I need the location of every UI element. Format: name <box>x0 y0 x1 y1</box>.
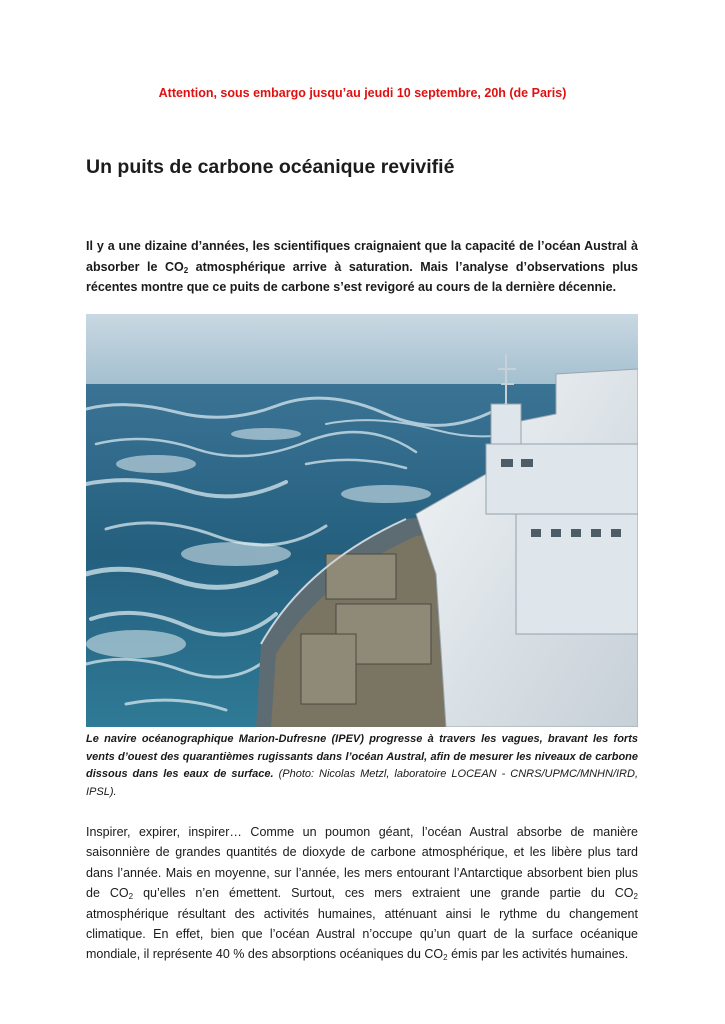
body-subscript-3: 2 <box>443 953 448 963</box>
ship-in-waves-illustration <box>86 314 638 727</box>
body-paragraph <box>86 822 638 965</box>
ship-photo <box>86 314 638 727</box>
lead-text-1: Il y a une dizaine d’années, les scientifiques craignaient que la capacité de l’océan Austral à absorber le CO <box>86 239 638 274</box>
embargo-notice: Attention, sous embargo jusqu’au jeudi 10 septembre, 20h (de Paris) <box>158 86 567 100</box>
body-text-4: émis par les activités humaines. <box>447 947 629 962</box>
body-text-2: qu’elles n’en émettent. Surtout, ces mers extraient une grande partie du CO <box>133 886 634 901</box>
body-subscript-2: 2 <box>633 892 638 902</box>
photo-credit: (Photo: Nicolas Metzl, laboratoire LOCEAN - CNRS/UPMC/MNHN/IRD, IPSL). <box>86 768 638 798</box>
body-text-3: atmosphérique résultant des activités humaines, atténuant ainsi le rythme du changement climatique. En effet, bien que l’océan Austral n’occupe qu’un quart de la surface océanique mondiale, il représente 40 % des absorptions océaniques du CO <box>86 906 638 962</box>
sky <box>86 314 638 394</box>
body-text-1: Inspirer, expirer, inspirer… Comme un poumon géant, l’océan Austral absorbe de manière saisonnière de grandes quantités de dioxyde de carbone atmosphérique, et les libère plus tard dans l’année. Mais en moyenne, sur l’année, les mers entourant l’Antarctique absorbent bien plus de CO <box>86 825 638 901</box>
lead-subscript-1: 2 <box>183 265 189 275</box>
caption-text: Le navire océanographique Marion-Dufresne (IPEV) progresse à travers les vagues, bravant les forts vents d’ouest des quarantièmes rugissants dans l’océan Austral, afin de mesurer les niveaux de carbone dissous dans les eaux de surface. <box>86 733 638 780</box>
body-subscript-1: 2 <box>128 892 134 902</box>
photo-caption <box>86 731 638 801</box>
page-title: Un puits de carbone océanique revivifié <box>86 156 455 178</box>
lead-paragraph <box>86 236 638 298</box>
lead-text-2: atmosphérique arrive à saturation. Mais l’analyse d’observations plus récentes montre que ce puits de carbone s’est revigoré au cours de la dernière décennie. <box>86 259 638 294</box>
